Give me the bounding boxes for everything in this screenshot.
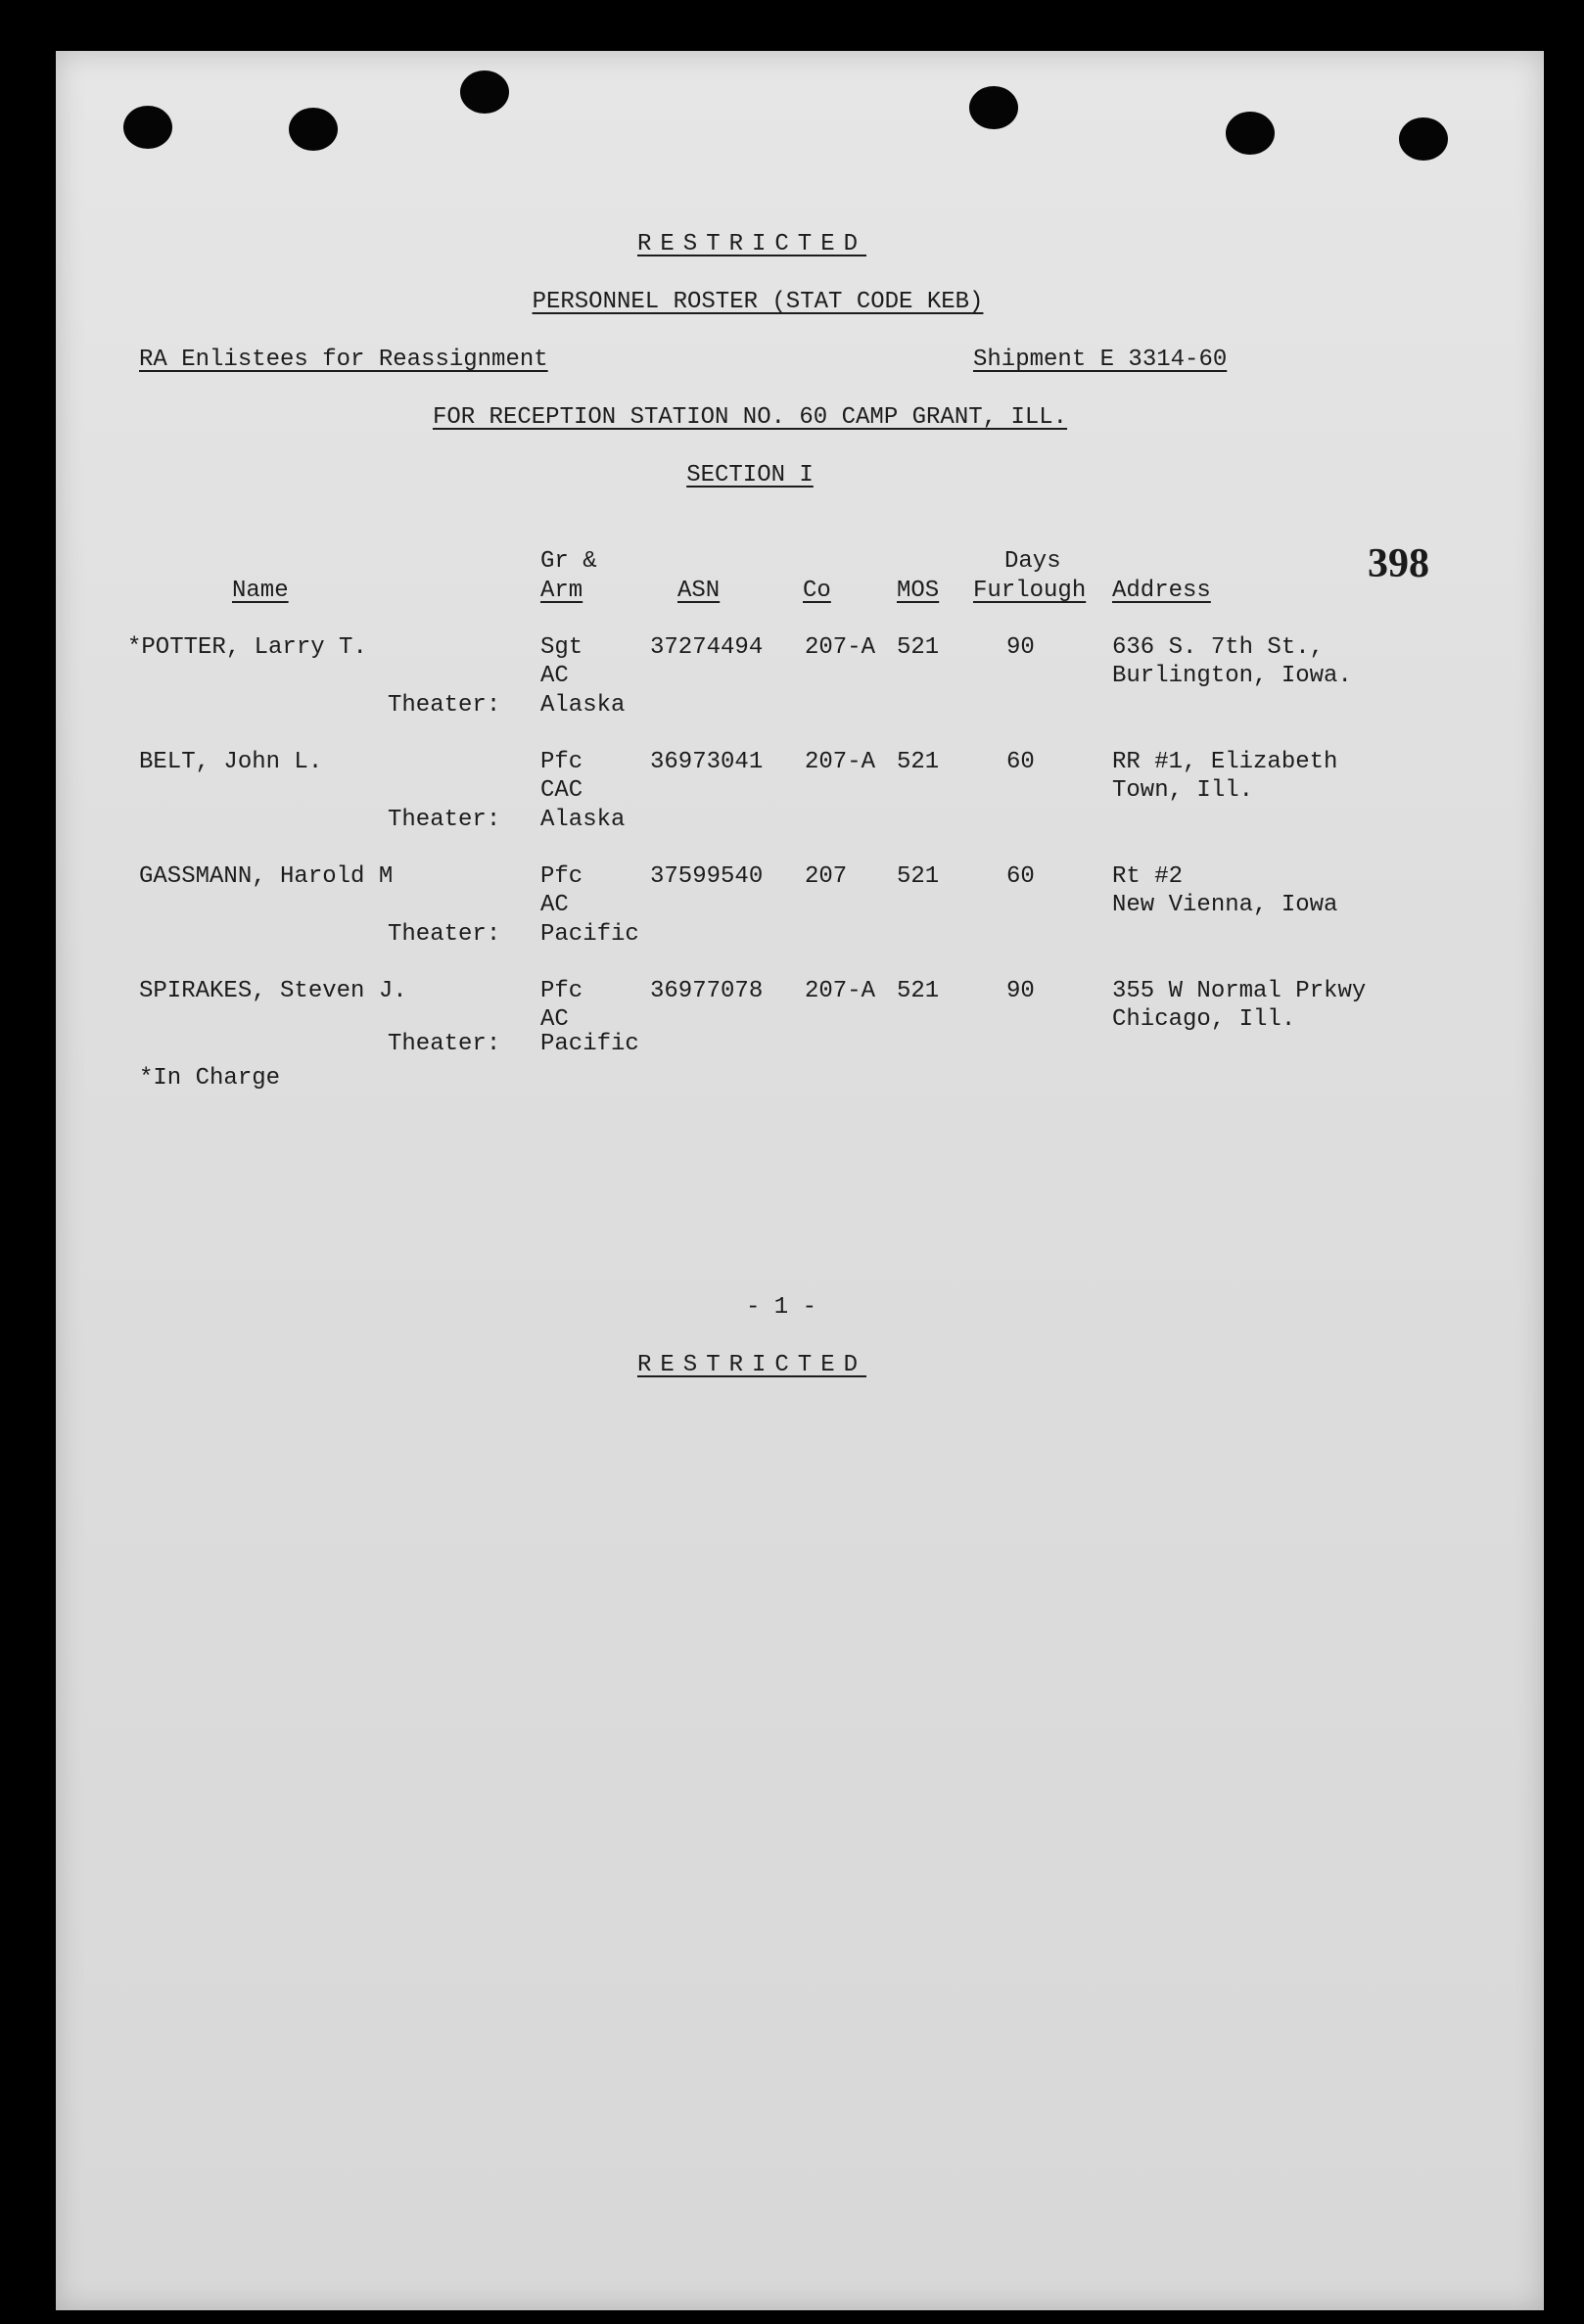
row-4-address-line-2: Chicago, Ill. — [1112, 1006, 1296, 1033]
row-2-theater: Alaska — [540, 807, 626, 833]
document-title: PERSONNEL ROSTER (STAT CODE KEB) — [532, 289, 984, 315]
footnote-in-charge: *In Charge — [139, 1065, 281, 1092]
row-2-arm: CAC — [540, 777, 583, 804]
row-1-theater-label: Theater: — [388, 692, 501, 719]
row-2-grade: Pfc — [540, 749, 583, 775]
row-4-arm: AC — [540, 1006, 569, 1033]
row-3-address-line-2: New Vienna, Iowa — [1112, 892, 1338, 918]
row-2-furlough-days: 60 — [1006, 749, 1035, 775]
row-4-name: SPIRAKES, Steven J. — [139, 978, 407, 1004]
column-header-address: Address — [1112, 578, 1211, 604]
row-2-co: 207-A — [805, 749, 876, 775]
row-4-address-line-1: 355 W Normal Prkwy — [1112, 978, 1367, 1004]
row-4-grade: Pfc — [540, 978, 583, 1004]
row-1-grade: Sgt — [540, 634, 583, 661]
row-4-theater-label: Theater: — [388, 1031, 501, 1057]
document-page — [56, 51, 1544, 2310]
row-2-address-line-1: RR #1, Elizabeth — [1112, 749, 1338, 775]
row-1-name: *POTTER, Larry T. — [127, 634, 367, 661]
page-number: - 1 - — [745, 1294, 817, 1321]
classification-header: RESTRICTED — [636, 231, 867, 257]
column-header-grade-arm: Arm — [540, 578, 583, 604]
row-1-theater: Alaska — [540, 692, 626, 719]
punch-hole — [1399, 117, 1448, 161]
row-1-asn: 37274494 — [650, 634, 764, 661]
row-2-address-line-2: Town, Ill. — [1112, 777, 1254, 804]
punch-hole — [460, 70, 509, 114]
row-3-name: GASSMANN, Harold M — [139, 863, 394, 890]
classification-footer: RESTRICTED — [636, 1352, 867, 1378]
punch-hole — [969, 86, 1018, 129]
column-header-asn: ASN — [677, 578, 721, 604]
column-header-mos: MOS — [897, 578, 940, 604]
row-3-asn: 37599540 — [650, 863, 764, 890]
column-header-co: Co — [803, 578, 831, 604]
row-3-mos: 521 — [897, 863, 940, 890]
row-4-furlough-days: 90 — [1006, 978, 1035, 1004]
row-1-arm: AC — [540, 663, 569, 689]
row-1-address-line-1: 636 S. 7th St., — [1112, 634, 1325, 661]
row-3-furlough-days: 60 — [1006, 863, 1035, 890]
row-2-name: BELT, John L. — [139, 749, 323, 775]
row-1-co: 207-A — [805, 634, 876, 661]
row-4-co: 207-A — [805, 978, 876, 1004]
page-stamp-number: 398 — [1368, 541, 1429, 586]
row-3-co: 207 — [805, 863, 848, 890]
roster-caption: RA Enlistees for Reassignment — [139, 347, 548, 373]
shipment-number: Shipment E 3314-60 — [973, 347, 1228, 373]
row-3-theater: Pacific — [540, 921, 639, 948]
row-2-asn: 36973041 — [650, 749, 764, 775]
column-header-furlough: Furlough — [973, 578, 1087, 604]
row-1-furlough-days: 90 — [1006, 634, 1035, 661]
row-4-theater: Pacific — [540, 1031, 639, 1057]
row-1-address-line-2: Burlington, Iowa. — [1112, 663, 1352, 689]
row-3-address-line-1: Rt #2 — [1112, 863, 1184, 890]
row-3-grade: Pfc — [540, 863, 583, 890]
column-header-grade-arm-top: Gr & — [540, 548, 597, 575]
punch-hole — [123, 106, 172, 149]
row-2-theater-label: Theater: — [388, 807, 501, 833]
row-3-theater-label: Theater: — [388, 921, 501, 948]
row-2-mos: 521 — [897, 749, 940, 775]
destination-line: FOR RECEPTION STATION NO. 60 CAMP GRANT, ILL. — [432, 404, 1068, 431]
punch-hole — [289, 108, 338, 151]
row-1-mos: 521 — [897, 634, 940, 661]
column-header-days: Days — [1004, 548, 1061, 575]
section-heading: SECTION I — [686, 462, 814, 488]
row-3-arm: AC — [540, 892, 569, 918]
row-4-mos: 521 — [897, 978, 940, 1004]
column-header-name: Name — [232, 578, 289, 604]
punch-hole — [1226, 112, 1275, 155]
row-4-asn: 36977078 — [650, 978, 764, 1004]
